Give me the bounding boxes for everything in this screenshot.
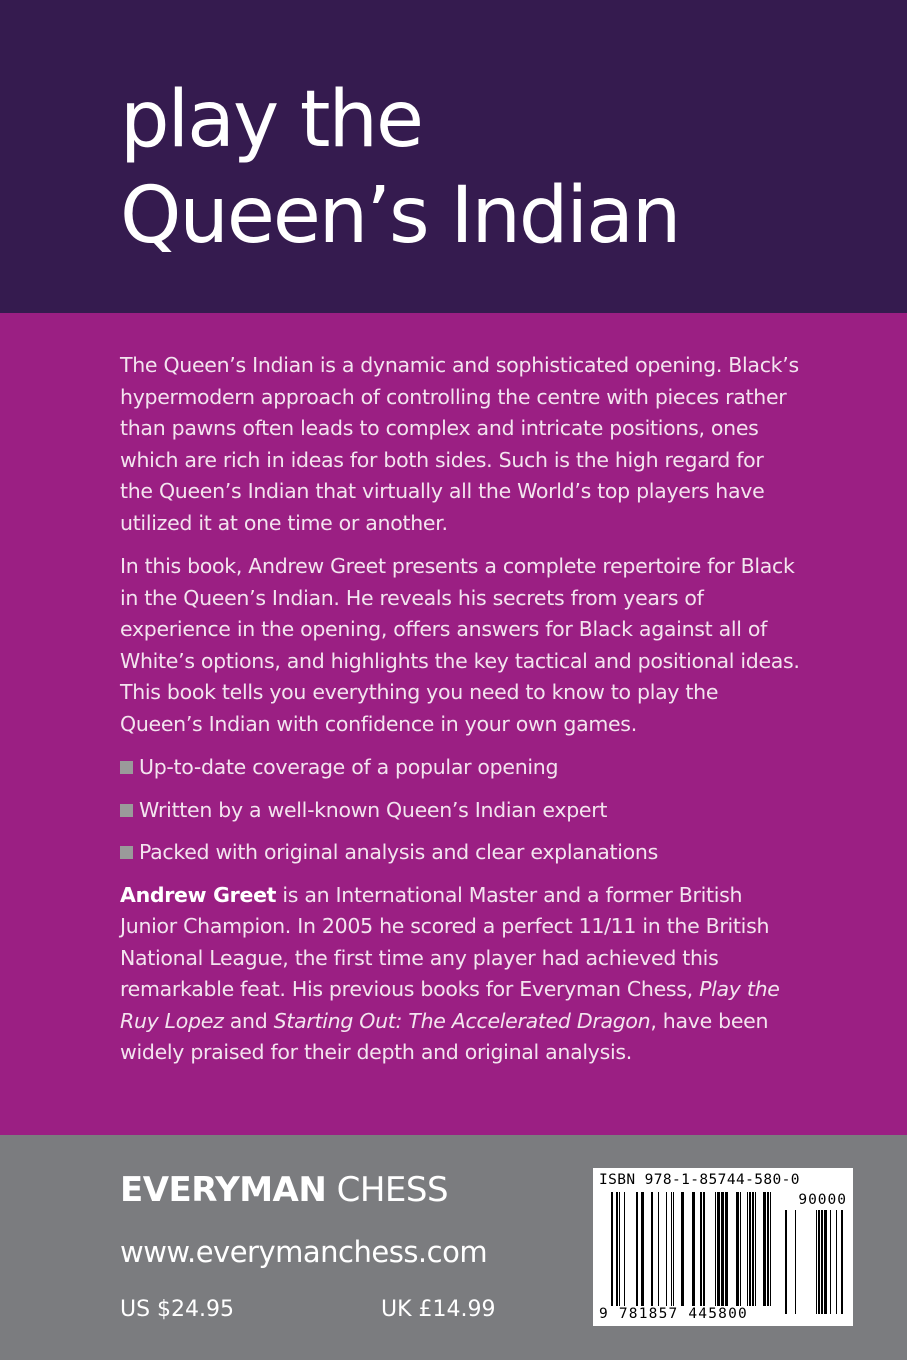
author-bio bbox=[120, 880, 800, 1069]
barcode-bar bbox=[619, 1192, 620, 1306]
bullet-square-icon bbox=[120, 804, 133, 817]
barcode-bar bbox=[715, 1192, 716, 1306]
barcode-bar bbox=[700, 1192, 702, 1306]
bio-text-2: and bbox=[223, 1008, 274, 1033]
barcode-bar bbox=[641, 1192, 644, 1306]
barcode-panel bbox=[593, 1168, 853, 1326]
barcode-bar bbox=[703, 1192, 705, 1306]
feature-item bbox=[120, 795, 800, 827]
bullet-square-icon bbox=[120, 761, 133, 774]
barcode-bar bbox=[747, 1192, 748, 1306]
header-band bbox=[0, 0, 907, 313]
barcode-bar bbox=[836, 1210, 837, 1314]
book-title-1: Play the Ruy Lopez bbox=[120, 977, 780, 1033]
barcode-bar bbox=[651, 1192, 653, 1306]
barcode-bar bbox=[717, 1192, 720, 1306]
price-addon-code: 90000 bbox=[798, 1192, 847, 1208]
barcode-bar bbox=[795, 1210, 796, 1314]
barcode-bar bbox=[818, 1210, 820, 1314]
barcode-bar bbox=[666, 1192, 667, 1306]
barcode-bar bbox=[736, 1192, 739, 1306]
publisher-name-bold: EVERYMAN bbox=[120, 1170, 327, 1210]
feature-text: Packed with original analysis and clear explanations bbox=[139, 840, 658, 864]
price-us: US $24.95 bbox=[120, 1297, 235, 1322]
bio-text-1: is an International Master and a former British Junior Champion. In 2005 he scored a perfect 11/11 in the British National League, the first time any player had achieved this remarkable feat. His previous books for Everyman Chess, bbox=[120, 882, 770, 1001]
barcode-bar bbox=[721, 1192, 724, 1306]
book-title bbox=[120, 72, 679, 264]
ean-digits: 9 781857 445800 bbox=[599, 1306, 748, 1322]
feature-item bbox=[120, 752, 800, 784]
barcode-bar bbox=[673, 1192, 674, 1306]
feature-item bbox=[120, 837, 800, 869]
barcode-bar bbox=[692, 1192, 695, 1306]
barcode-bar bbox=[830, 1210, 831, 1314]
publisher-logo bbox=[120, 1170, 448, 1210]
barcode-bar bbox=[816, 1210, 817, 1314]
feature-text: Up-to-date coverage of a popular opening bbox=[139, 755, 559, 779]
barcode-bar bbox=[740, 1192, 741, 1306]
title-line-1: play the bbox=[120, 75, 422, 165]
barcode-bar bbox=[752, 1192, 754, 1306]
description-paragraph-2: In this book, Andrew Greet presents a complete repertoire for Black in the Queen’s Indian. He reveals his secrets from years of experience in the opening, offers answers for Black against all of White’s options, and highlights the key tactical and positional ideas. This book tells you everything you need to know to play the Queen’s Indian with confidence in your own games. bbox=[120, 554, 800, 736]
isbn-text: ISBN 978-1-85744-580-0 bbox=[599, 1172, 800, 1188]
book-title-2: Starting Out: The Accelerated Dragon bbox=[273, 1008, 651, 1033]
barcode-bar bbox=[636, 1192, 638, 1306]
barcode-bar bbox=[671, 1192, 672, 1306]
barcode-bar bbox=[681, 1192, 684, 1306]
barcode-bar bbox=[785, 1210, 787, 1314]
publisher-website: www.everymanchess.com bbox=[120, 1235, 488, 1269]
barcode-bar bbox=[763, 1192, 766, 1306]
description-paragraph-1: The Queen’s Indian is a dynamic and sophisticated opening. Black’s hypermodern approach of controlling the centre with pieces rather than pawns often leads to complex and intricate positions, ones which are rich in ideas for both sides. Such is the high regard for the Queen’s Indian that virtually all the World’s top players have utilized it at one time or another. bbox=[120, 353, 799, 535]
barcode-bar bbox=[749, 1192, 751, 1306]
feature-text: Written by a well-known Queen’s Indian expert bbox=[139, 797, 608, 822]
price-uk: UK £14.99 bbox=[381, 1297, 496, 1322]
publisher-name-light: CHESS bbox=[326, 1170, 449, 1210]
barcode-bar bbox=[821, 1210, 823, 1314]
barcode-bar bbox=[755, 1192, 756, 1306]
bio-text-3: , have been widely praised for their depth and original analysis. bbox=[120, 1008, 769, 1064]
barcode-bar bbox=[767, 1192, 769, 1306]
feature-list bbox=[120, 752, 800, 869]
barcode-bar bbox=[824, 1210, 827, 1314]
barcode-bar bbox=[616, 1192, 618, 1306]
author-name: Andrew Greet bbox=[120, 882, 277, 907]
barcode-bar bbox=[770, 1192, 771, 1306]
barcode-bar bbox=[841, 1210, 843, 1314]
title-line-2: Queen’s Indian bbox=[120, 171, 680, 261]
barcode-bar bbox=[658, 1192, 659, 1306]
barcode-bar bbox=[624, 1192, 625, 1306]
description bbox=[120, 350, 800, 1081]
barcode-bar bbox=[725, 1192, 728, 1306]
bullet-square-icon bbox=[120, 846, 133, 859]
barcode-bar bbox=[611, 1192, 613, 1306]
